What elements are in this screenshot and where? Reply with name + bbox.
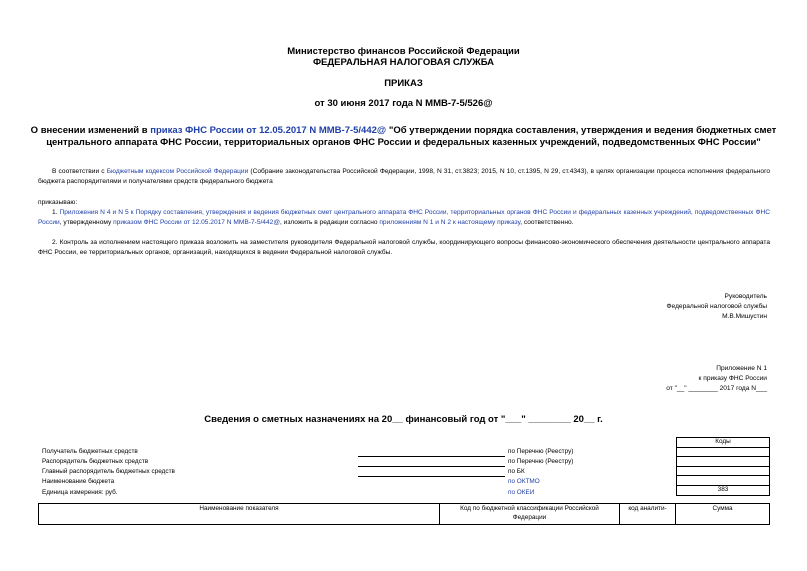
recipient-line[interactable] <box>358 456 505 457</box>
signature-name: М.В.Мишустин <box>722 313 767 320</box>
item1-text-4: , соответственно. <box>520 218 574 226</box>
recipient-label: Получатель бюджетных средств <box>42 448 138 455</box>
okei-ref[interactable]: по ОКЕИ <box>508 489 535 496</box>
codes-box <box>676 437 770 496</box>
chief-manager-line[interactable] <box>358 476 505 477</box>
appendix-1-2-link[interactable]: приложениям N 1 и N 2 к настоящему приказу <box>379 218 521 226</box>
code-okei[interactable]: 383 <box>677 485 769 495</box>
item1-text-2: , утвержденному <box>59 218 114 226</box>
col-amount: Сумма <box>675 504 769 524</box>
code-recipient[interactable] <box>677 447 769 457</box>
preamble-text-start: В соответствии с <box>52 168 107 175</box>
okei-ref-wrap <box>508 489 534 497</box>
annex-reference: к приказу ФНС России <box>698 375 767 382</box>
preamble-text-end: (Собрание законодательства Российской Федерации, 1998, N 31, ст.3823; 2015, N 10, ст.1395, N 29, ст.4343), в целях организации процесса исполнения федерального бюджета распорядителями и получателями средств федерального бюджета <box>38 168 770 185</box>
ministry-name: Министерство финансов Российской Федерации <box>287 46 520 57</box>
title-text-end: "Об утверждении порядка составления, утверждения и ведения бюджетных смет центрального аппарата ФНС России, территориальных органов ФНС России и федеральных казенных учреждений, подведомственных ФНС России" <box>46 125 777 148</box>
item1-number: 1. <box>52 209 60 216</box>
order-item-1 <box>38 208 770 227</box>
budget-name-label: Наименование бюджета <box>42 478 115 485</box>
bk-ref: по БК <box>508 468 525 475</box>
title-order-link[interactable]: приказ ФНС России от 12.05.2017 N ММВ-7-5/442@ <box>150 125 387 136</box>
recipient-ref: по Перечню (Реестру) <box>508 448 574 455</box>
document-type: ПРИКАЗ <box>384 78 423 89</box>
col-budget-code: Код по бюджетной классификации Российской Федерации <box>439 504 619 524</box>
annex-block <box>666 364 767 394</box>
codes-header: Коды <box>715 438 731 445</box>
code-oktmo[interactable] <box>677 475 769 485</box>
manager-label: Распорядитель бюджетных средств <box>42 458 149 465</box>
annex-number: Приложение N 1 <box>716 365 767 372</box>
manager-ref: по Перечню (Реестру) <box>508 458 574 465</box>
code-manager[interactable] <box>677 456 769 466</box>
manager-line[interactable] <box>358 466 505 467</box>
oktmo-ref[interactable]: по ОКТМО <box>508 478 540 485</box>
appendix-4-5-link[interactable]: Приложения N 4 и N 5 к Порядку составления, утверждения и ведения бюджетных смет центрального аппарата ФНС России, территориальных органов ФНС России и федеральных казенных учреждений, подведомственных ФНС России <box>38 209 770 226</box>
document-date: от 30 июня 2017 года N ММВ-7-5/526@ <box>314 98 493 109</box>
service-name: ФЕДЕРАЛЬНАЯ НАЛОГОВАЯ СЛУЖБА <box>312 57 495 68</box>
title-text-start: О внесении изменений в <box>30 125 151 136</box>
col-analytic-code: код аналити- <box>619 504 675 524</box>
oktmo-ref-wrap <box>508 478 540 486</box>
col-indicator-name: Наименование показателя <box>199 505 279 512</box>
code-bk[interactable] <box>677 466 769 476</box>
order-word: приказываю: <box>38 199 78 206</box>
signature-block <box>667 292 767 322</box>
order-442-link[interactable]: приказом ФНС России от 12.05.2017 N ММВ-7-5/442@ <box>113 218 281 226</box>
order-item-2: 2. Контроль за исполнением настоящего приказа возложить на заместителя руководителя Федеральной налоговой службы, координирующего вопросы финансово-экономического обеспечения деятельности центрального аппарата ФНС России, ее территориальных органов, организаций, находящихся в ведении Федеральной налоговой службы. <box>38 239 770 256</box>
form-title: Сведения о сметных назначениях на 20__ финансовый год от "___" ________ 20__ г. <box>204 414 603 425</box>
signature-position: Руководитель <box>724 293 767 300</box>
document-title <box>30 125 777 149</box>
chief-manager-label: Главный распорядитель бюджетных средств <box>42 468 175 475</box>
signature-organization: Федеральной налоговой службы <box>666 303 767 310</box>
item1-text-3: , изложить в редакции согласно <box>280 218 380 226</box>
annex-date: от "__" ________ 2017 года N___ <box>666 385 767 392</box>
estimate-table <box>38 503 770 525</box>
preamble-paragraph <box>38 167 770 186</box>
unit-label: Единица измерения: руб. <box>42 489 118 496</box>
budget-code-link[interactable]: Бюджетным кодексом Российской Федерации <box>106 168 249 175</box>
